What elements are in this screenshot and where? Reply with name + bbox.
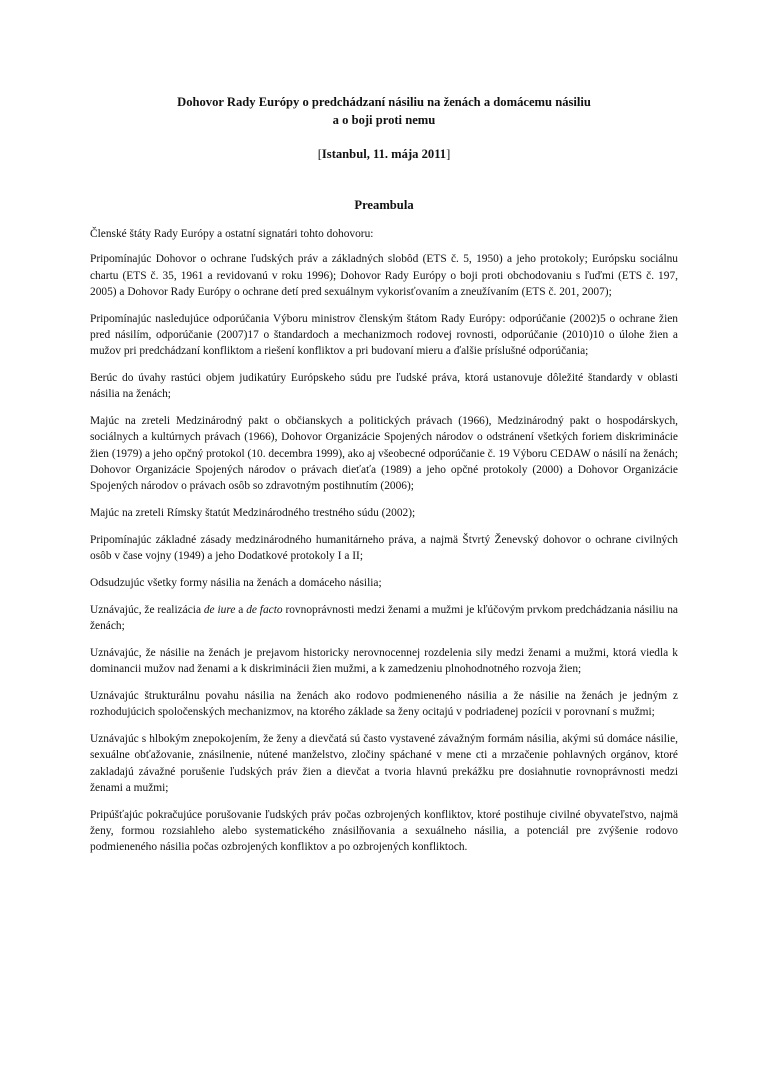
date-bracket-close: ]: [446, 147, 451, 161]
paragraph-italic-part: de facto: [246, 603, 283, 616]
paragraph: Pripomínajúc nasledujúce odporúčania Výboru ministrov členským štátom Rady Európy: odporúčanie (2002)5 o ochrane žien pred násilím, odporúčanie (2007)17 o štandardoch a mechanizmoch rodovej rovnosti, odporúčanie (2010)10 o úlohe žien a mužov pri predchádzaní konfliktom a riešení konfliktov a pri budovaní mieru a ďalšie príslušné odporúčania;: [90, 312, 678, 358]
document-title: [90, 93, 678, 129]
date-bracket-open: [: [317, 147, 322, 161]
paragraph: Uznávajúc štrukturálnu povahu násilia na ženách ako rodovo podmieneného násilia a že násilie na ženách je jedným z rozhodujúcich spoločenských mechanizmov, na ktorého základe sa ženy ocitajú v podriadenej pozícii v porovnaní s mužmi;: [90, 690, 678, 719]
title-line-2: a o boji proti nemu: [332, 113, 436, 127]
document-body: [90, 226, 678, 866]
paragraph: Uznávajúc s hlbokým znepokojením, že ženy a dievčatá sú často vystavené závažným formám násilia, akými sú domáce násilie, sexuálne obťažovanie, znásilnenie, nútené manželstvo, zločiny spáchané v mene cti a mrzačenie pohlavných orgánov, ktoré zakladajú závažné porušenie ľudských práv žien a dievčat a tvoria hlavnú prekážku pre dosiahnutie rovnoprávnosti medzi ženami a mužmi;: [90, 733, 678, 795]
paragraph: Pripomínajúc základné zásady medzinárodného humanitárneho práva, a najmä Štvrtý Ženevský dohovor o ochrane civilných osôb v čase vojny (1949) a jeho Dodatkové protokoly I a II;: [90, 533, 678, 563]
paragraph: Uznávajúc, že násilie na ženách je prejavom historicky nerovnocennej rozdelenia sily medzi ženami a mužmi, ktorá viedla k dominancii mužov nad ženami a k diskriminácii žien mužmi, a k zamedzeniu plnohodnotného rozvoja žien;: [90, 646, 678, 676]
paragraph: Odsudzujúc všetky formy násilia na ženách a domáceho násilia;: [90, 577, 382, 590]
document-date: [90, 146, 678, 162]
date-text: Istanbul, 11. mája 2011: [321, 147, 447, 161]
paragraph-part: rovnoprávnosti medzi ženami a mužmi je kľúčovým prvkom predchádzania násiliu na ženách;: [90, 603, 678, 633]
section-heading: Preambula: [354, 198, 414, 212]
paragraph: Berúc do úvahy rastúci objem judikatúry Európskeho súdu pre ľudské práva, ktorá ustanovuje dôležité štandardy v oblasti násilia na ženách;: [90, 372, 678, 401]
paragraph-part: a: [238, 603, 244, 616]
paragraph-italic-part: de iure: [203, 603, 236, 616]
paragraph-part: Uznávajúc, že realizácia: [90, 603, 201, 616]
paragraph-mixed: [90, 602, 678, 635]
title-line-1: Dohovor Rady Európy o predchádzaní násiliu na ženách a domácemu násiliu: [177, 95, 591, 109]
paragraph: Pripúšťajúc pokračujúce porušovanie ľudských práv počas ozbrojených konfliktov, ktoré postihuje civilné obyvateľstvo, najmä ženy, formou rozsiahleho alebo systematického znásilňovania a sexuálneho násilia, a potenciál pre zvýšenie rodovo podmieneného násilia počas ozbrojených konfliktov a po ozbrojených konfliktoch.: [90, 808, 678, 854]
paragraph: Členské štáty Rady Európy a ostatní signatári tohto dohovoru:: [90, 228, 374, 240]
paragraph: Majúc na zreteli Medzinárodný pakt o občianskych a politických právach (1966), Medzinárodný pakt o hospodárskych, sociálnych a kultúrnych právach (1966), Dohovor Organizácie Spojených národov o odstránení všetkých foriem diskriminácie žien (1979) a jeho opčný protokol (10. decembra 1999), ako aj všeobecné odporúčanie č. 19 Výboru CEDAW o násilí na ženách; Dohovor Organizácie Spojených národov o právach dieťaťa (1989) a jeho opčné protokoly (2000) a Dohovor Organizácie Spojených národov o právach osôb so zdravotným postihnutím (2006);: [90, 415, 678, 493]
paragraph: Pripomínajúc Dohovor o ochrane ľudských práv a základných slobôd (ETS č. 5, 1950) a jeho protokoly; Európsku sociálnu chartu (ETS č. 35, 1961 a revidovanú v roku 1996); Dohovor Rady Európy o boji proti obchodovaniu s ľuďmi (ETS č. 197, 2005) a Dohovor Rady Európy o ochrane detí pred sexuálnym vykorisťovaním a zneužívaním (ETS č. 201, 2007);: [90, 253, 678, 298]
paragraph: Majúc na zreteli Rímsky štatút Medzinárodného trestného súdu (2002);: [90, 507, 416, 520]
